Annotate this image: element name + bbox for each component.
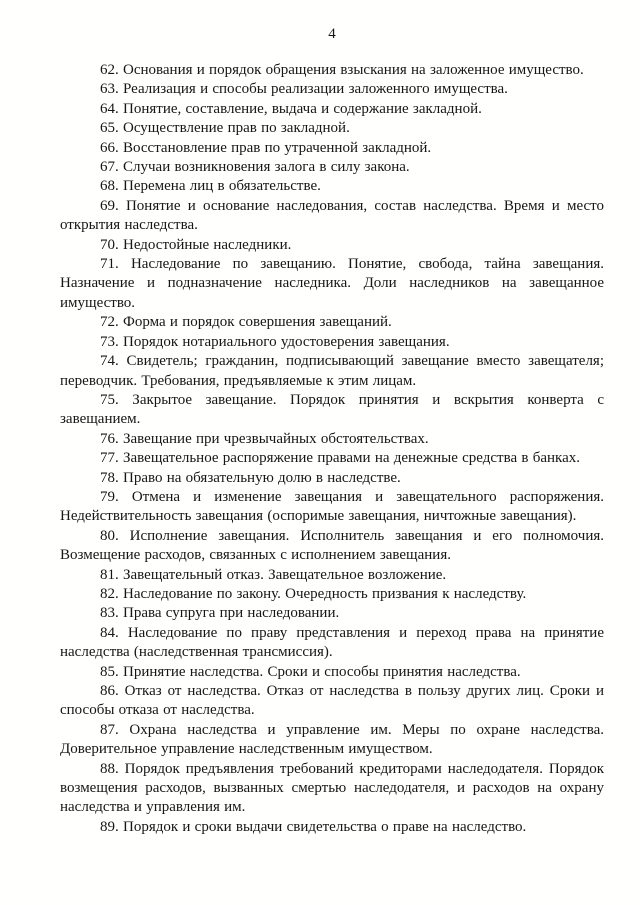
list-item: 63. Реализация и способы реализации заложенного имущества.: [100, 81, 508, 98]
list-item: 77. Завещательное распоряжение правами на денежные средства в банках.: [100, 450, 580, 467]
list-item: 82. Наследование по закону. Очередность призвания к наследству.: [100, 585, 527, 602]
list-item: 83. Права супруга при наследовании.: [100, 605, 340, 622]
list-item: 62. Основания и порядок обращения взыскания на заложенное имущество.: [100, 62, 584, 78]
list-item: 67. Случаи возникновения залога в силу закона.: [100, 159, 410, 176]
list-item: 87. Охрана наследства и управление им. Меры по охране наследства. Доверительное управление наследственным имуществом.: [60, 721, 604, 758]
list-item: 71. Наследование по завещанию. Понятие, свобода, тайна завещания. Назначение и подназначение наследника. Доли наследников на завещанное имущество.: [60, 256, 604, 311]
list-item: 84. Наследование по праву представления и переход права на принятие наследства (наследственная трансмиссия).: [60, 624, 604, 661]
list-item: 75. Закрытое завещание. Порядок принятия и вскрытия конверта с завещанием.: [60, 391, 604, 428]
list-item: 73. Порядок нотариального удостоверения завещания.: [100, 333, 450, 350]
list-item: 89. Порядок и сроки выдачи свидетельства о праве на наследство.: [100, 818, 527, 835]
list-item: 70. Недостойные наследники.: [100, 236, 292, 253]
list-item: 86. Отказ от наследства. Отказ от наследства в пользу других лиц. Сроки и способы отказа от наследства.: [60, 683, 604, 719]
list-item: 88. Порядок предъявления требований кредиторами наследодателя. Порядок возмещения расходов, вызванных смертью наследодателя, и расходов на охрану наследства и управления им.: [60, 760, 604, 816]
list-item: 72. Форма и порядок совершения завещаний.: [100, 314, 392, 331]
list-item: 80. Исполнение завещания. Исполнитель завещания и его полномочия. Возмещение расходов, связанных с исполнением завещания.: [60, 527, 604, 564]
list-item: 68. Перемена лиц в обязательстве.: [100, 178, 321, 195]
page-number: 4: [328, 26, 336, 42]
list-item: 64. Понятие, составление, выдача и содержание закладной.: [100, 100, 482, 117]
list-item: 74. Свидетель; гражданин, подписывающий завещание вместо завещателя; переводчик. Требования, предъявляемые к этим лицам.: [60, 353, 604, 389]
list-item: 65. Осуществление прав по закладной.: [100, 120, 350, 137]
question-list: [60, 61, 604, 837]
list-item: 66. Восстановление прав по утраченной закладной.: [100, 139, 432, 156]
list-item: 78. Право на обязательную долю в наследстве.: [100, 469, 401, 486]
list-item: 85. Принятие наследства. Сроки и способы принятия наследства.: [100, 663, 521, 680]
list-item: 79. Отмена и изменение завещания и завещательного распоряжения. Недействительность завещания (оспоримые завещания, ничтожные завещания).: [60, 488, 604, 525]
list-item: 81. Завещательный отказ. Завещательное возложение.: [100, 566, 447, 583]
list-item: 76. Завещание при чрезвычайных обстоятельствах.: [100, 430, 429, 447]
list-item: 69. Понятие и основание наследования, состав наследства. Время и место открытия наследства.: [60, 197, 604, 234]
